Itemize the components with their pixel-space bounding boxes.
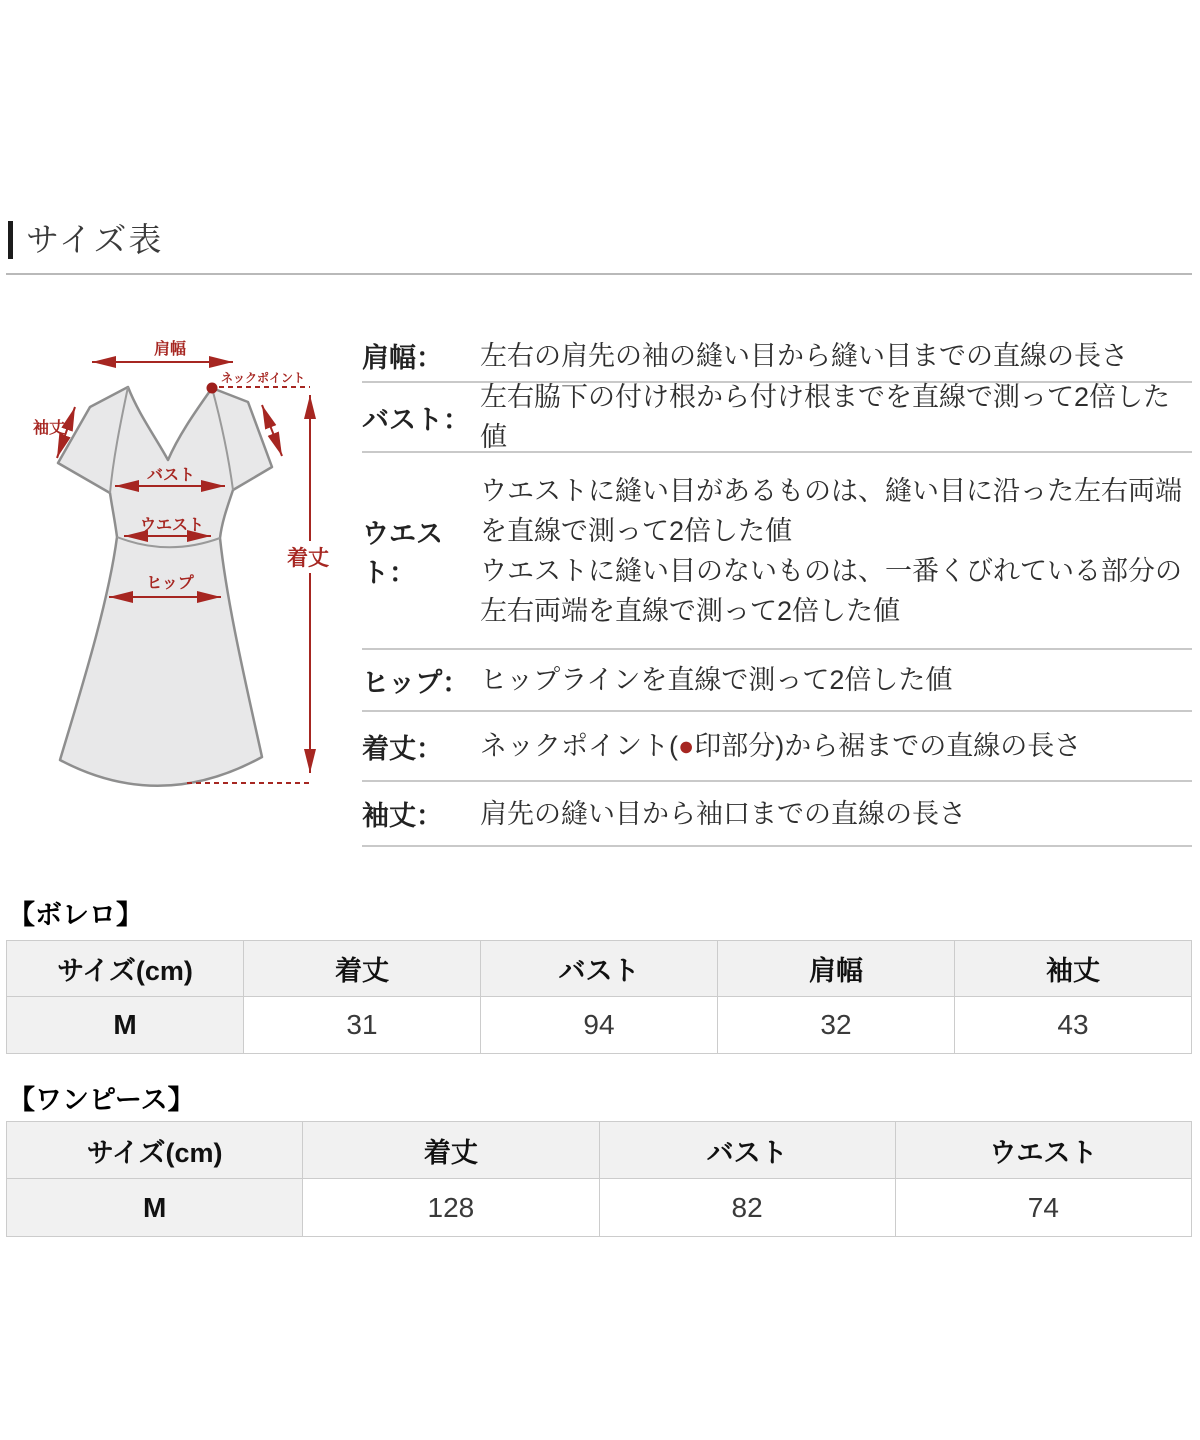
table-row xyxy=(7,997,1192,1054)
dress-measurement-diagram xyxy=(20,325,360,795)
onepiece-section-heading: 【ワンピース】 xyxy=(8,1085,195,1115)
neck-point-dot-glyph: ● xyxy=(678,731,695,761)
definition-text-part: ネックポイント( xyxy=(480,731,678,761)
column-header-shoulder: 肩幅 xyxy=(718,941,955,997)
definition-row-length xyxy=(362,712,1192,782)
title-divider xyxy=(6,273,1192,275)
neck-point-label: ネックポイント xyxy=(220,371,306,385)
column-header-bust: バスト xyxy=(599,1122,895,1179)
sleeve-length-label: 袖丈 xyxy=(32,420,66,437)
garment-length-label: 着丈 xyxy=(287,547,329,570)
column-header-sleeve: 袖丈 xyxy=(955,941,1192,997)
table-header-row xyxy=(7,941,1192,997)
definition-term: 袖丈： xyxy=(362,801,443,831)
bolero-section-heading: 【ボレロ】 xyxy=(8,900,143,930)
cell-sleeve: 43 xyxy=(955,997,1192,1054)
definition-text: ヒップラインを直線で測って2倍した値 xyxy=(480,665,953,695)
definition-row-shoulder xyxy=(362,330,1192,383)
definition-text: 肩先の縫い目から袖口までの直線の長さ xyxy=(480,798,966,829)
definition-text xyxy=(480,726,1081,766)
waist-label: ウエスト xyxy=(139,517,205,534)
definition-term: ヒップ： xyxy=(362,667,470,698)
definition-text xyxy=(480,471,1182,631)
bust-label: バスト xyxy=(146,467,196,484)
definition-term: ウエスト： xyxy=(362,518,443,588)
onepiece-size-table xyxy=(6,1121,1192,1237)
cell-size: M xyxy=(7,1179,303,1237)
definition-term: 着丈： xyxy=(362,733,443,764)
cell-length: 31 xyxy=(244,997,481,1054)
cell-waist: 74 xyxy=(895,1179,1191,1237)
definition-text: 左右の肩先の袖の縫い目から縫い目までの直線の長さ xyxy=(480,340,1128,371)
cell-bust: 82 xyxy=(599,1179,895,1237)
definition-term: バスト： xyxy=(362,404,470,435)
definition-line: 左右両端を直線で測って2倍した値 xyxy=(480,595,901,626)
cell-shoulder: 32 xyxy=(718,997,955,1054)
definition-text-part: 印部分)から裾までの直線の長さ xyxy=(694,731,1082,761)
bolero-size-table xyxy=(6,940,1192,1054)
dress-diagram-svg xyxy=(20,325,360,795)
column-header-length: 着丈 xyxy=(244,941,481,997)
definition-text: 左右脇下の付け根から付け根までを直線で測って2倍した値 xyxy=(480,382,1171,452)
definition-row-sleeve xyxy=(362,782,1192,847)
table-header-row xyxy=(7,1122,1192,1179)
definition-row-bust xyxy=(362,383,1192,453)
hip-label: ヒップ xyxy=(146,575,194,592)
definition-term: 肩幅： xyxy=(362,343,443,373)
column-header-bust: バスト xyxy=(481,941,718,997)
cell-length: 128 xyxy=(303,1179,599,1237)
definition-line: を直線で測って2倍した値 xyxy=(480,515,793,546)
column-header-size: サイズ(cm) xyxy=(7,941,244,997)
column-header-size: サイズ(cm) xyxy=(7,1122,303,1179)
table-row xyxy=(7,1179,1192,1237)
measurement-definitions xyxy=(362,330,1192,847)
column-header-length: 着丈 xyxy=(303,1122,599,1179)
shoulder-width-label: 肩幅 xyxy=(153,341,187,358)
definition-line: ウエストに縫い目のないものは、一番くびれている部分の xyxy=(480,555,1182,586)
definition-row-waist xyxy=(362,453,1192,650)
cell-bust: 94 xyxy=(481,997,718,1054)
definition-row-hip xyxy=(362,650,1192,712)
page-title: サイズ表 xyxy=(8,221,163,259)
cell-size: M xyxy=(7,997,244,1054)
neck-point-dot xyxy=(207,383,218,394)
column-header-waist: ウエスト xyxy=(895,1122,1191,1179)
definition-line: ウエストに縫い目があるものは、縫い目に沿った左右両端 xyxy=(480,475,1182,506)
